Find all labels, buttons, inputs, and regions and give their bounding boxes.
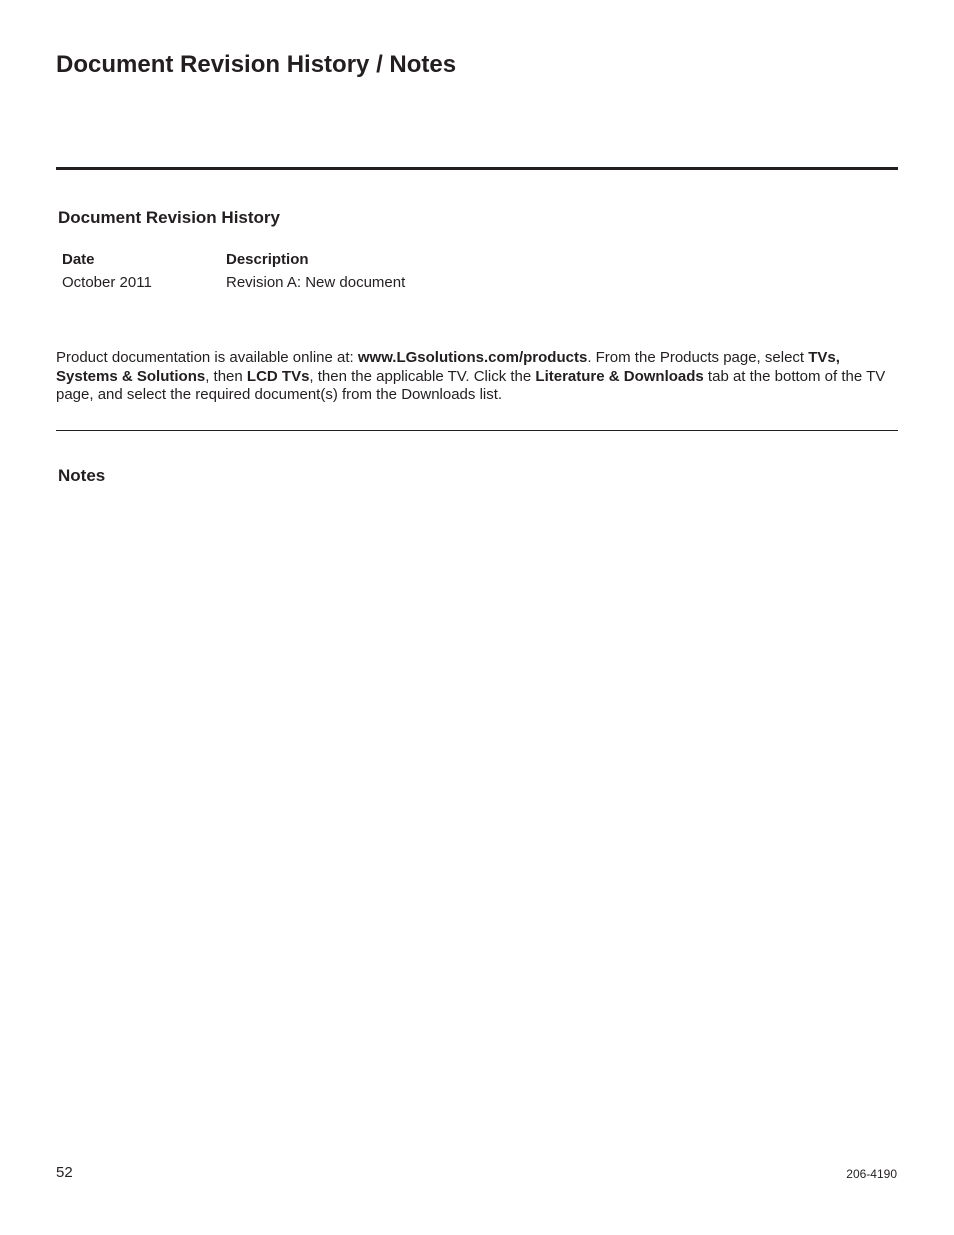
revision-table-header [62, 250, 405, 273]
revision-history-table [62, 250, 405, 296]
products-url: www.LGsolutions.com/products [357, 349, 588, 366]
note-text-4: tab at the bottom of the TV page, and select the required document(s) from the Downloads list. [56, 367, 886, 403]
revision-description: Revision A: New document [226, 274, 406, 291]
note-text-2: , then [205, 367, 247, 385]
section-divider [56, 430, 898, 431]
documentation-note [56, 349, 898, 405]
table-row [62, 273, 405, 296]
date-column-header: Date [62, 251, 95, 268]
description-column-header: Description [226, 251, 309, 268]
note-text-1: . From the Products page, select [587, 349, 809, 366]
menu-lcd-tvs: LCD TVs [246, 367, 310, 385]
page-number: 52 [56, 1164, 73, 1181]
menu-tvs-systems-solutions: TVs, Systems & Solutions [56, 349, 840, 385]
notes-heading: Notes [58, 466, 106, 485]
literature-downloads-tab: Literature & Downloads [535, 367, 704, 385]
document-number: 206-4190 [846, 1167, 897, 1181]
revision-history-heading: Document Revision History [58, 208, 280, 227]
note-text-3: , then the applicable TV. Click the [309, 367, 536, 385]
header-divider [56, 167, 898, 170]
page-title: Document Revision History / Notes [56, 51, 457, 78]
revision-date: October 2011 [62, 274, 152, 291]
note-prefix: Product documentation is available online at: [56, 349, 358, 366]
